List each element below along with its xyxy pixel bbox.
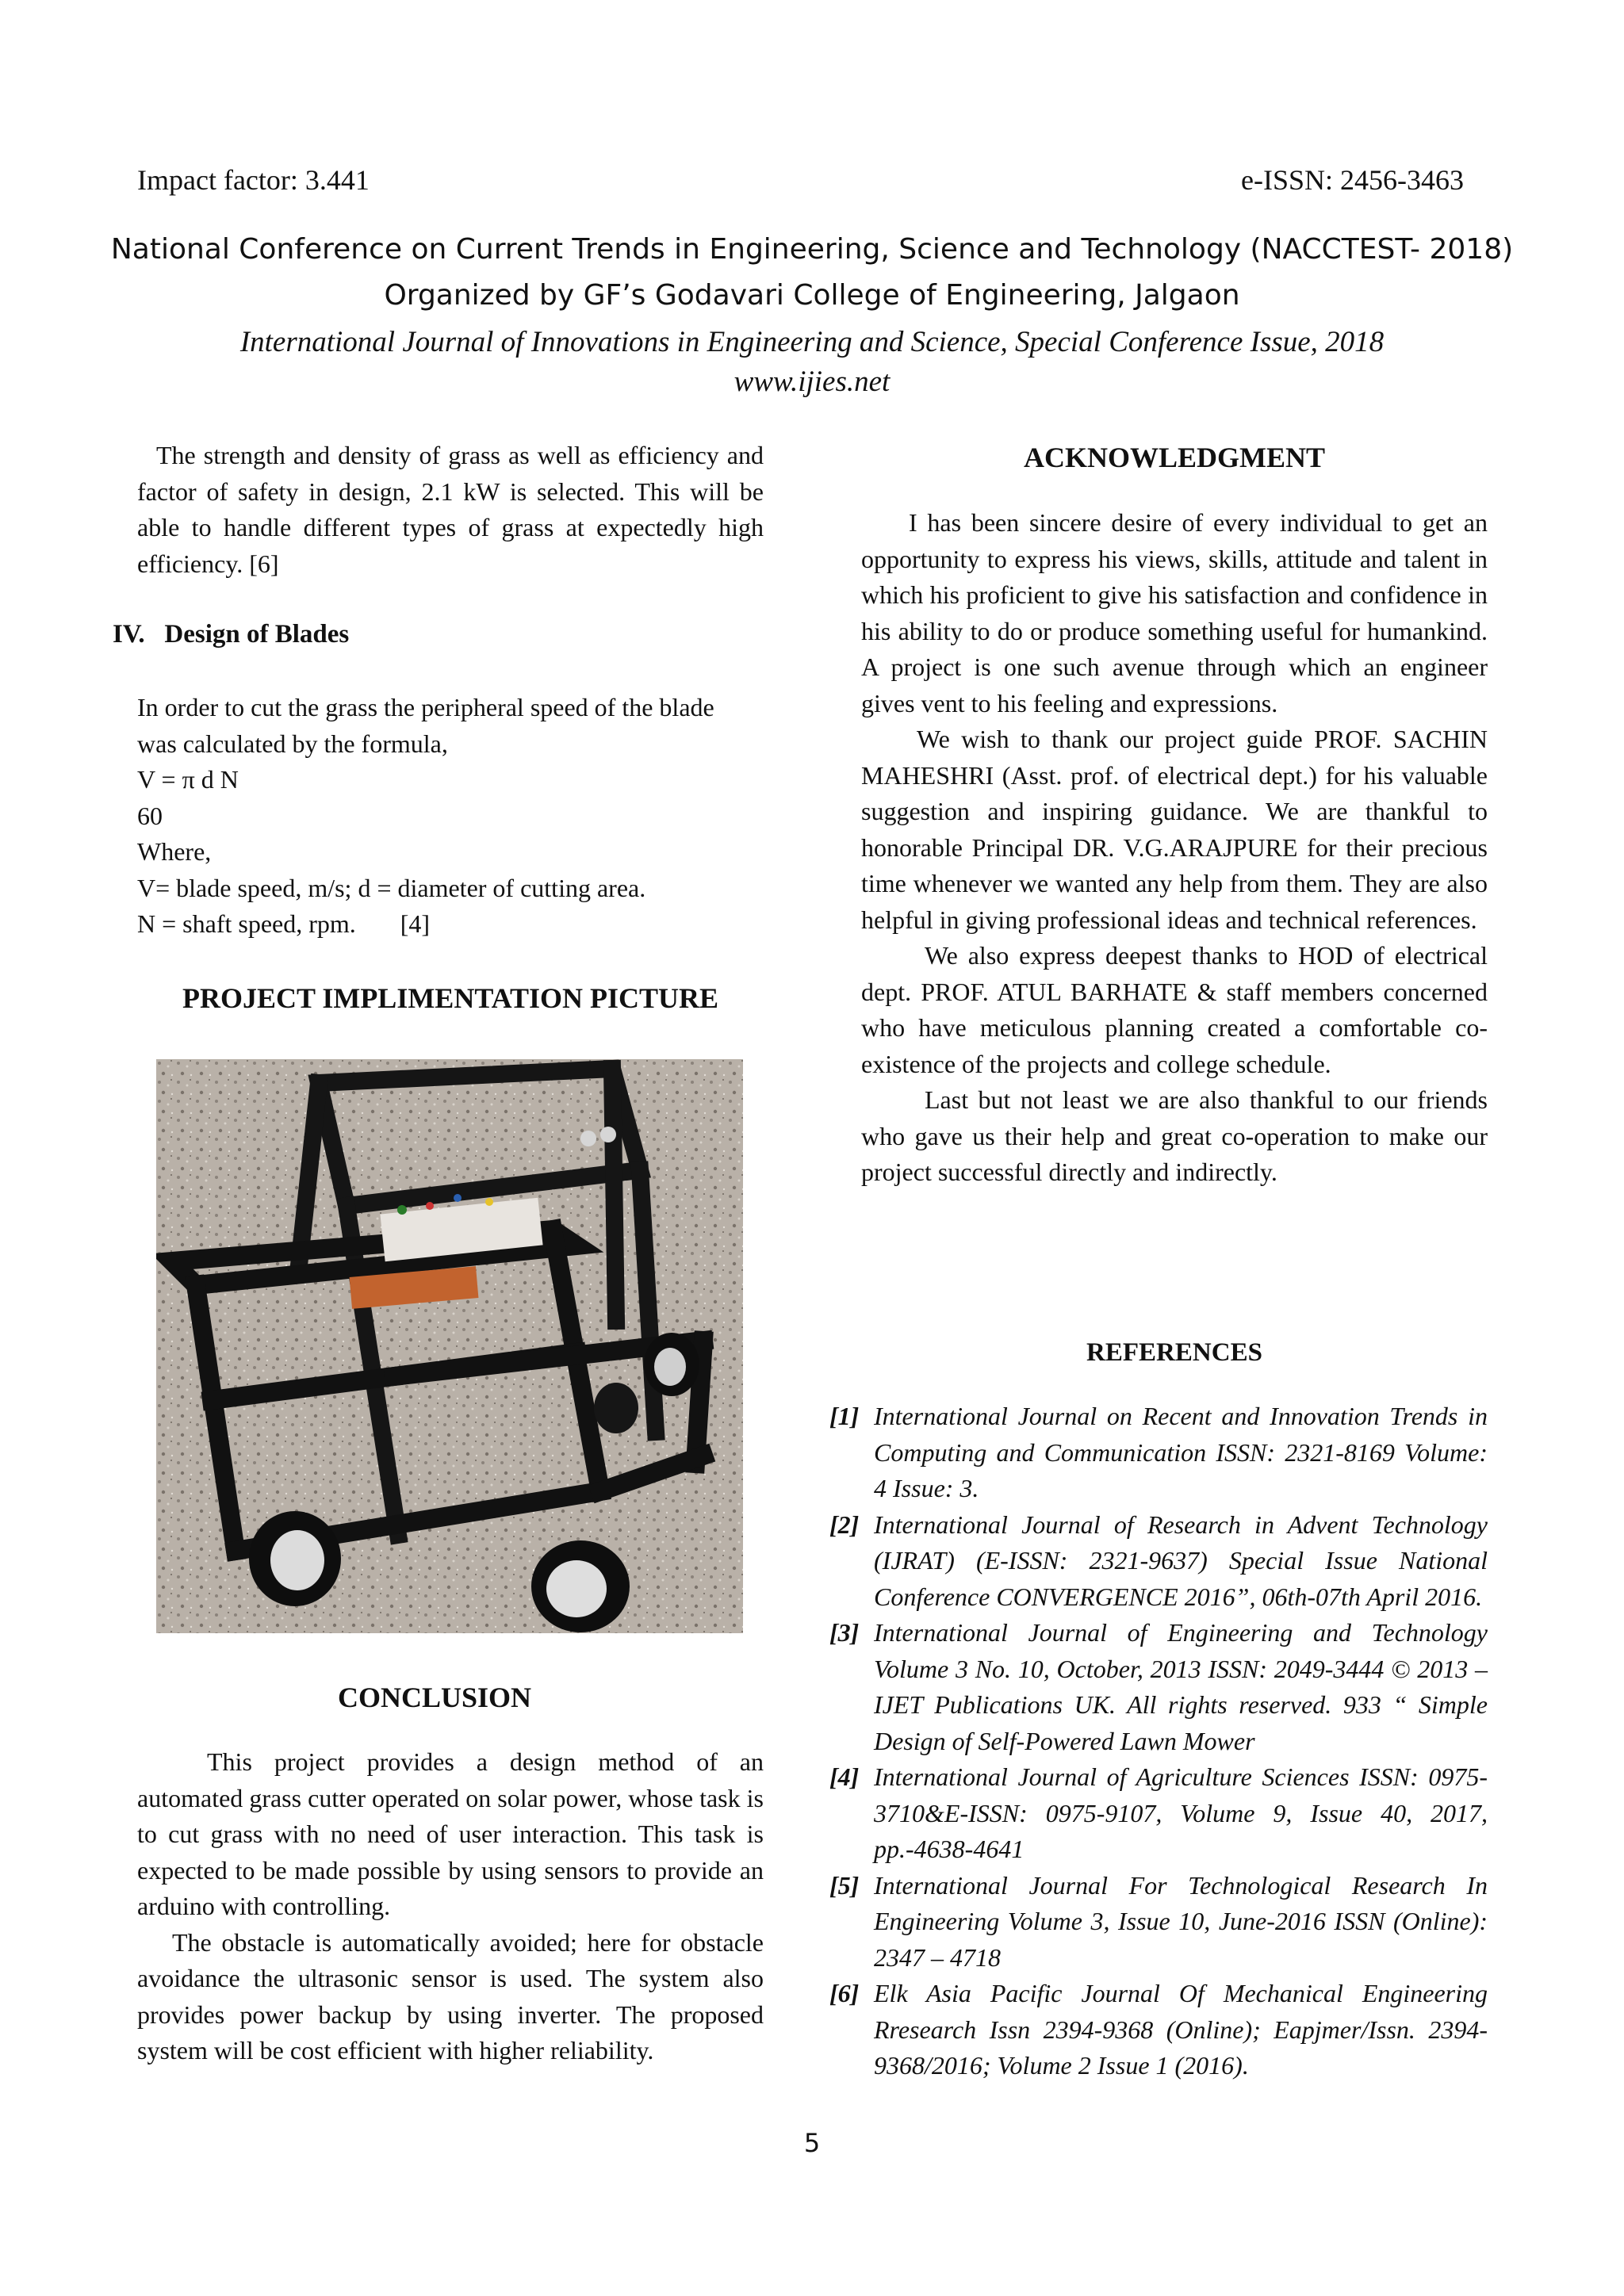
blades-line: N = shaft speed, rpm. [4] — [137, 909, 431, 938]
formula-numerator: V = π d N — [137, 765, 239, 794]
blades-line: Where, — [137, 837, 212, 866]
section-heading-design-of-blades: IV. Design of Blades — [113, 620, 350, 649]
reference-item: [3] International Journal of Engineering and Technology Volume 3 No. 10, October, 2013 ISSN: 2049-3444 © 2013 – IJET Publications UK. All rights reserved. 933 “ Simple Design of Self-Powered Lawn Mower — [829, 1618, 1488, 1755]
reference-item: [6] Elk Asia Pacific Journal Of Mechanical Engineering Rresearch Issn 2394-9368 (Online); Eapjmer/Issn. 2394-9368/2016; Volume 2 Issue 1 (2016). — [829, 1979, 1488, 2080]
reference-item: [2] International Journal of Research in Advent Technology (IJRAT) (E-ISSN: 2321-9637) Special Issue National Conference CONVERGENCE 2016”, 06th-07th April 2016. — [829, 1510, 1488, 1611]
organizer-line: Organized by GF’s Godavari College of Engineering, Jalgaon — [384, 279, 1240, 312]
journal-name: International Journal of Innovations in Engineering and Science, Special Conference Issue, 2018 — [239, 326, 1385, 358]
formula-denominator: 60 — [137, 801, 163, 830]
acknowledgment-body — [861, 505, 1488, 1191]
ack-paragraph: We wish to thank our project guide PROF. SACHIN MAHESHRI (Asst. prof. of electrical dept.) for his valuable suggestion and inspiring guidance. We are thankful to honorable Principal DR. V.G.ARAJPURE for their precious time whenever we wanted any help from them. They are also helpful in giving professional ideas and technical references. — [861, 725, 1488, 934]
ack-paragraph: I has been sincere desire of every individual to get an opportunity to express his views, skills, attitude and talent in which his proficient to give his satisfaction and confidence in his ability to do or produce something useful for humankind. A project is one such avenue through which an engineer gives vent to his feeling and expressions. — [861, 508, 1488, 718]
intro-paragraph: The strength and density of grass as well as efficiency and factor of safety in design, 2.1 kW is selected. This will be able to handle different types of grass at expectedly high efficiency. [6] — [137, 441, 764, 578]
reference-item: [1] International Journal on Recent and Innovation Trends in Computing and Communication ISSN: 2321-8169 Volume: 4 Issue: 3. — [829, 1402, 1488, 1502]
blades-line: V= blade speed, m/s; d = diameter of cutting area. — [137, 873, 646, 902]
page-number: 5 — [803, 2128, 821, 2158]
blades-line: was calculated by the formula, — [137, 729, 448, 758]
acknowledgment-heading: ACKNOWLEDGMENT — [1023, 442, 1326, 473]
blades-line: In order to cut the grass the peripheral speed of the blade — [137, 693, 714, 721]
ack-paragraph: We also express deepest thanks to HOD of electrical dept. PROF. ATUL BARHATE & staff members concerned who have meticulous planning created a comfortable co-existence of the projects and college schedule. — [861, 941, 1488, 1078]
journal-website: www.ijies.net — [733, 365, 891, 398]
ack-paragraph: Last but not least we are also thankful to our friends who gave us their help and great co-operation to make our project successful directly and indirectly. — [861, 1085, 1488, 1186]
conclusion-paragraph: This project provides a design method of an automated grass cutter operated on solar power, whose task is to cut grass with no need of user interaction. This task is expected to be made possible by using sensors to provide an arduino with controlling. — [137, 1747, 764, 1920]
conclusion-heading: CONCLUSION — [337, 1682, 532, 1713]
impact-factor: Impact factor: 3.441 — [137, 164, 370, 196]
issn: e-ISSN: 2456-3463 — [1241, 164, 1464, 196]
conference-title: National Conference on Current Trends in Engineering, Science and Technology (NACCTEST- 2018) — [110, 233, 1514, 266]
picture-heading: PROJECT IMPLIMENTATION PICTURE — [182, 982, 719, 1014]
project-photo — [156, 1059, 743, 1633]
reference-item: [5] International Journal For Technological Research In Engineering Volume 3, Issue 10, June-2016 ISSN (Online): 2347 – 4718 — [829, 1870, 1488, 1972]
conclusion-paragraph: The obstacle is automatically avoided; here for obstacle avoidance the ultrasonic sensor is used. The system also provides power backup by using inverter. The proposed system will be cost efficient with higher reliability. — [137, 1927, 764, 2064]
conclusion-body — [137, 1744, 764, 2069]
references-list — [829, 1399, 1488, 2084]
blades-formula-block — [137, 690, 772, 943]
reference-item: [4] International Journal of Agriculture Sciences ISSN: 0975-3710&E-ISSN: 0975-9107, Volume 9, Issue 40, 2017, pp.-4638-4641 — [829, 1762, 1488, 1863]
references-heading: REFERENCES — [1086, 1338, 1262, 1367]
